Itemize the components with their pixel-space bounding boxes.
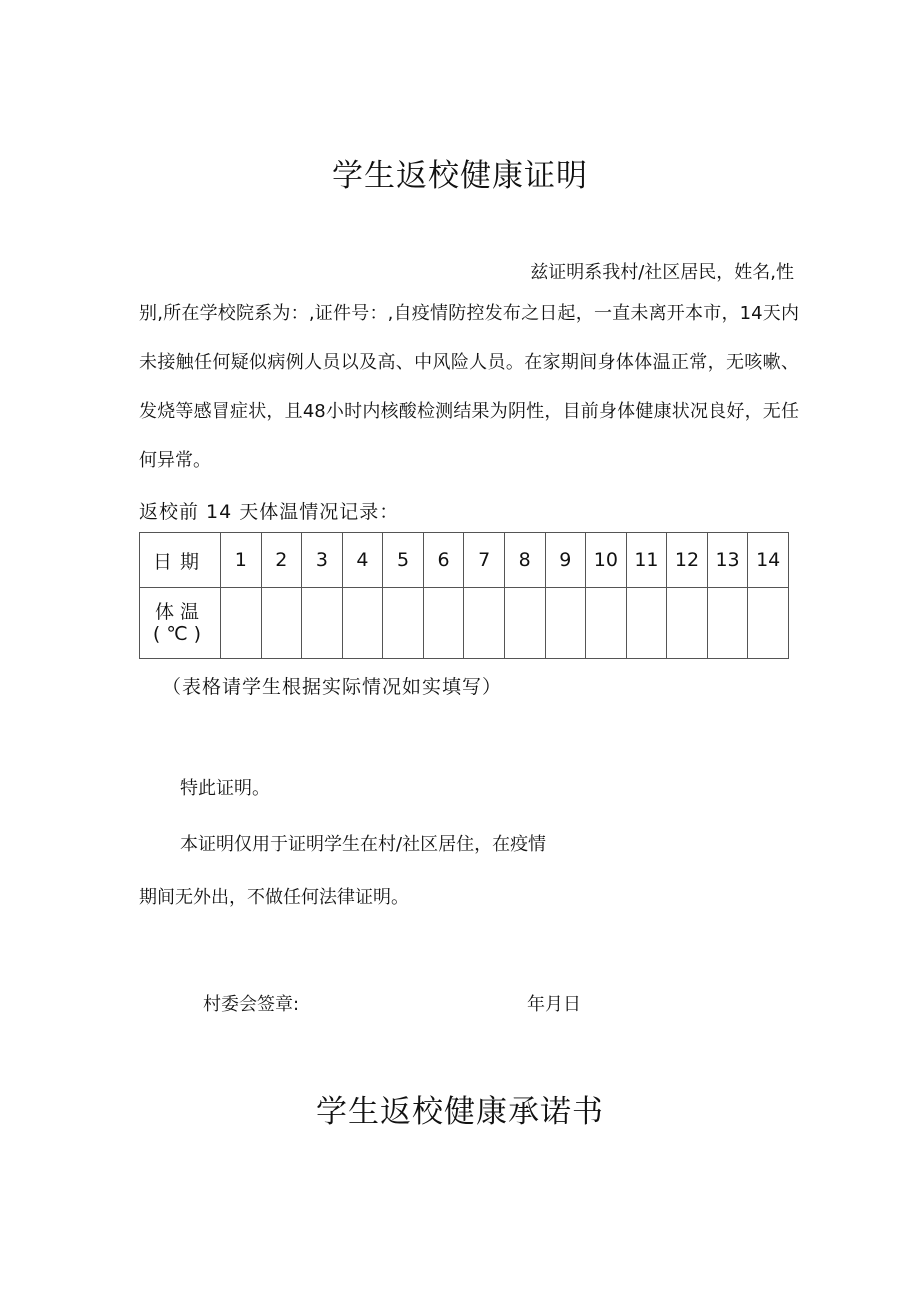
temperature-entry-cell[interactable]: [383, 588, 424, 659]
temperature-entry-cell[interactable]: [464, 588, 505, 659]
day-cell: 9: [545, 533, 586, 588]
day-cell: 2: [261, 533, 302, 588]
temperature-table: [139, 532, 789, 659]
signature-label: 村委会签章:: [203, 994, 300, 1015]
day-cell: 12: [667, 533, 708, 588]
temperature-header-unit: (℃): [152, 623, 208, 645]
temperature-entry-cell[interactable]: [302, 588, 343, 659]
date-header-cell: 日期: [140, 533, 221, 588]
day-cell: 13: [707, 533, 748, 588]
usage-disclaimer-line-2: 期间无外出，不做任何法律证明。: [139, 887, 409, 908]
day-cell: 11: [626, 533, 667, 588]
temperature-entry-cell[interactable]: [545, 588, 586, 659]
second-document-title: 学生返校健康承诺书: [316, 1094, 604, 1130]
temperature-header-cell: [140, 588, 221, 659]
table-row-dates: [140, 533, 789, 588]
day-cell: 8: [504, 533, 545, 588]
day-cell: 10: [586, 533, 627, 588]
usage-disclaimer-line-1: 本证明仅用于证明学生在村/社区居住，在疫情: [180, 834, 547, 855]
temperature-entry-cell[interactable]: [586, 588, 627, 659]
date-label: 年月日: [527, 994, 581, 1015]
day-cell: 1: [221, 533, 262, 588]
temperature-entry-cell[interactable]: [748, 588, 789, 659]
day-cell: 7: [464, 533, 505, 588]
intro-line: 兹证明系我村/社区居民，姓名,性: [530, 262, 794, 283]
day-cell: 4: [342, 533, 383, 588]
temperature-entry-cell[interactable]: [342, 588, 383, 659]
closing-statement: 特此证明。: [180, 778, 270, 799]
table-caption: 返校前 14 天体温情况记录：: [139, 501, 400, 523]
temperature-entry-cell[interactable]: [707, 588, 748, 659]
day-cell: 6: [423, 533, 464, 588]
page-title: 学生返校健康证明: [332, 158, 588, 194]
day-cell: 14: [748, 533, 789, 588]
temperature-header-label: 体温: [154, 601, 205, 623]
temperature-entry-cell[interactable]: [667, 588, 708, 659]
temperature-entry-cell[interactable]: [423, 588, 464, 659]
temperature-entry-cell[interactable]: [504, 588, 545, 659]
day-cell: 5: [383, 533, 424, 588]
day-cell: 3: [302, 533, 343, 588]
temperature-entry-cell[interactable]: [221, 588, 262, 659]
table-note: （表格请学生根据实际情况如实填写）: [162, 676, 503, 698]
table-row-temperatures: [140, 588, 789, 659]
temperature-entry-cell[interactable]: [626, 588, 667, 659]
temperature-entry-cell[interactable]: [261, 588, 302, 659]
intro-paragraph: 别,所在学校院系为：,证件号：,自疫情防控发布之日起，一直未离开本市，14天内未接触任何疑似病例人员以及高、中风险人员。在家期间身体体温正常，无咳嗽、发烧等感冒症状，且48小时内核酸检测结果为阴性，目前身体健康状况良好，无任何异常。: [139, 303, 799, 471]
